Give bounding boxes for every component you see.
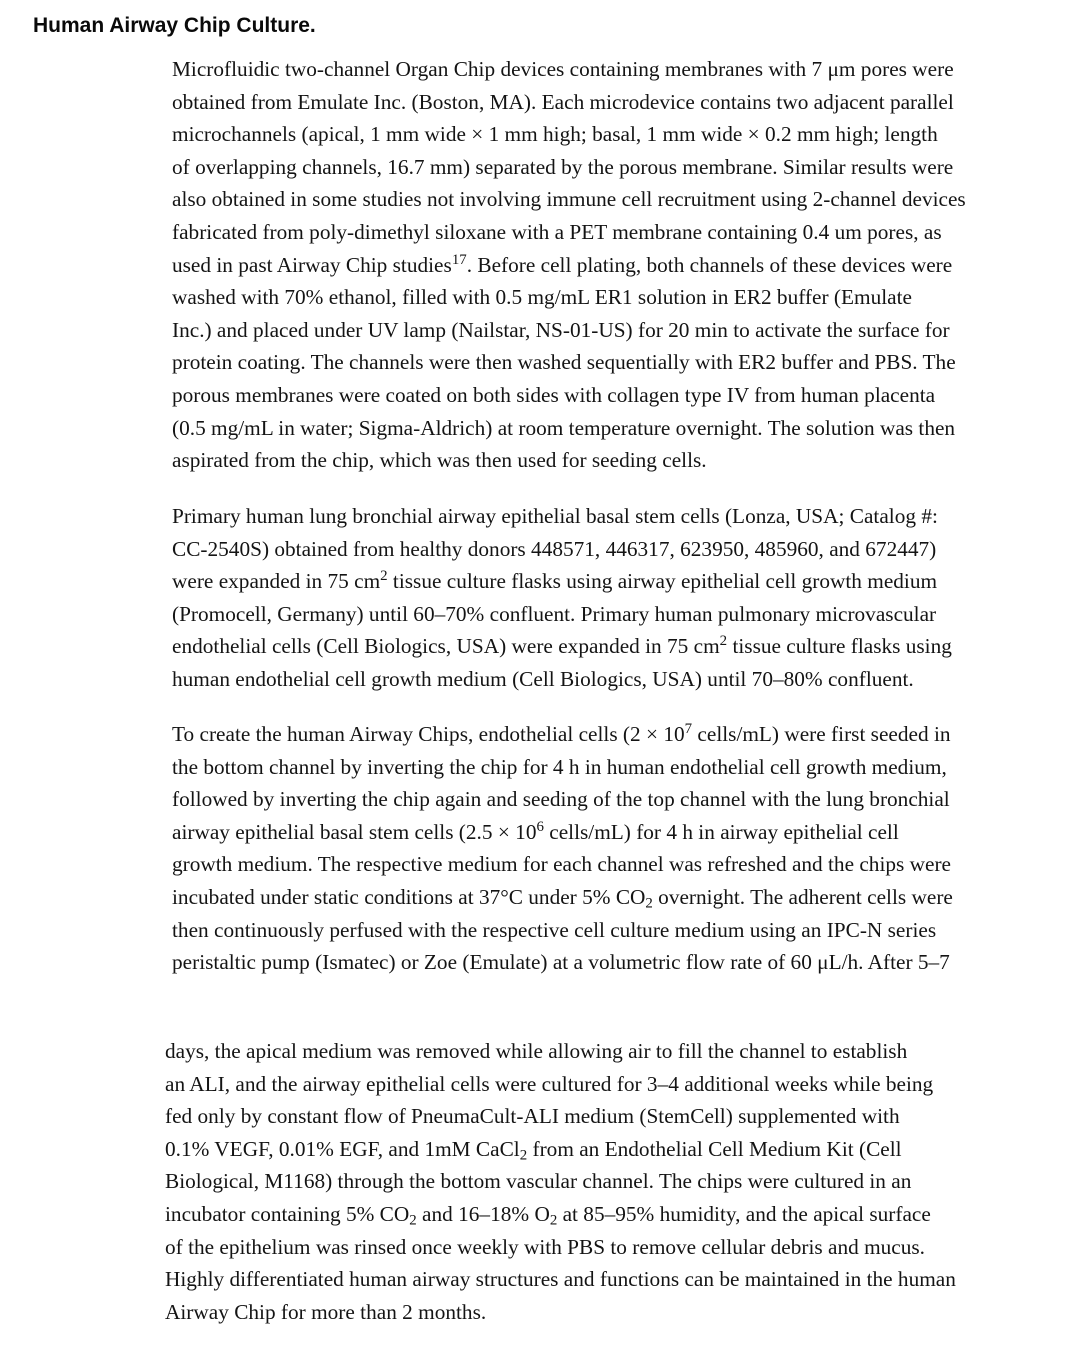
text-run: also obtained in some studies not involving immune cell recruitment using 2-channel devices [172, 187, 966, 212]
text-line [172, 630, 1047, 663]
superscript: 17 [451, 251, 467, 268]
text-run: an ALI, and the airway epithelial cells were cultured for 3–4 additional weeks while being [165, 1071, 934, 1096]
text-line [172, 249, 1047, 282]
text-run: incubated under static conditions at 37°C under 5% CO [172, 884, 646, 909]
text-run: tissue culture flasks using [727, 634, 952, 659]
text-line [165, 1133, 1050, 1166]
text-run: Primary human lung bronchial airway epithelial basal stem cells (Lonza, USA; Catalog #: [172, 504, 938, 528]
text-run: Biological, M1168) through the bottom vascular channel. The chips were cultured in an [165, 1169, 912, 1194]
text-line [172, 412, 1047, 445]
text-run: obtained from Emulate Inc. (Boston, MA). Each microdevice contains two adjacent parallel [172, 89, 954, 114]
text-run: fabricated from poly-dimethyl siloxane with a PET membrane containing 0.4 um pores, as [172, 219, 942, 244]
text-line [172, 816, 1047, 849]
text-line [172, 663, 1047, 696]
text-line [172, 751, 1047, 784]
text-run: Airway Chip for more than 2 months. [165, 1299, 487, 1324]
text-run: days, the apical medium was removed while allowing air to fill the channel to establish [165, 1039, 908, 1063]
text-run: cells/mL) for 4 h in airway epithelial cell [543, 819, 899, 844]
text-line [165, 1068, 1050, 1101]
text-run: and 16–18% O [416, 1201, 550, 1226]
text-line [172, 53, 1047, 86]
text-run: (Promocell, Germany) until 60–70% confluent. Primary human pulmonary microvascular [172, 601, 937, 626]
text-run: followed by inverting the chip again and seeding of the top channel with the lung bronchial [172, 787, 950, 812]
text-run: aspirated from the chip, which was then used for seeding cells. [172, 448, 707, 473]
paragraph-ali-culture [165, 1035, 1050, 1328]
subscript: 2 [409, 1212, 417, 1229]
text-line [172, 783, 1047, 816]
text-line [165, 1263, 1050, 1296]
text-line [172, 881, 1047, 914]
text-run: airway epithelial basal stem cells (2.5 × 10 [172, 819, 537, 844]
text-line [172, 598, 1047, 631]
text-run: fed only by constant flow of PneumaCult-ALI medium (StemCell) supplemented with [165, 1104, 900, 1129]
text-run: . Before cell plating, both channels of these devices were [466, 252, 953, 277]
text-run: the bottom channel by inverting the chip for 4 h in human endothelial cell growth medium, [172, 754, 947, 779]
text-run: then continuously perfused with the respective cell culture medium using an IPC-N series [172, 917, 937, 942]
text-run: endothelial cells (Cell Biologics, USA) were expanded in 75 cm [172, 634, 720, 659]
text-run: Microfluidic two-channel Organ Chip devices containing membranes with 7 μm pores were [172, 57, 954, 81]
subscript: 2 [519, 1147, 528, 1164]
text-run: (0.5 mg/mL in water; Sigma-Aldrich) at room temperature overnight. The solution was then [172, 415, 956, 440]
superscript: 6 [536, 818, 544, 835]
text-line [172, 118, 1047, 151]
text-line [165, 1035, 1050, 1068]
text-line [172, 444, 1047, 477]
paragraph-primary-cells [172, 500, 1047, 696]
text-line [172, 565, 1047, 598]
section-heading: Human Airway Chip Culture. [33, 14, 316, 37]
text-line [172, 914, 1047, 947]
paragraph-chip-seeding [172, 718, 1047, 979]
text-run: peristaltic pump (Ismatec) or Zoe (Emulate) at a volumetric flow rate of 60 μL/h. After 5–7 [172, 950, 950, 975]
text-run: at 85–95% humidity, and the apical surface [557, 1201, 931, 1226]
text-run: overnight. The adherent cells were [652, 884, 953, 909]
text-run: from an Endothelial Cell Medium Kit (Cell [527, 1136, 902, 1161]
text-line [172, 848, 1047, 881]
subscript: 2 [645, 895, 653, 912]
superscript: 2 [380, 568, 388, 584]
text-line [165, 1296, 1050, 1329]
text-run: To create the human Airway Chips, endothelial cells (2 × 10 [172, 722, 685, 746]
text-run: CC-2540S) obtained from healthy donors 448571, 446317, 623950, 485960, and 672447) [172, 536, 937, 561]
text-line [172, 183, 1047, 216]
text-line [172, 86, 1047, 119]
text-line [172, 151, 1047, 184]
text-line [172, 533, 1047, 566]
text-run: microchannels (apical, 1 mm wide × 1 mm high; basal, 1 mm wide × 0.2 mm high; length [172, 122, 938, 147]
text-run: were expanded in 75 cm [172, 569, 381, 594]
text-line [165, 1231, 1050, 1264]
text-run: washed with 70% ethanol, filled with 0.5 mg/mL ER1 solution in ER2 buffer (Emulate [172, 285, 912, 310]
text-run: human endothelial cell growth medium (Cell Biologics, USA) until 70–80% confluent. [172, 666, 914, 691]
text-run: tissue culture flasks using airway epithelial cell growth medium [387, 569, 938, 594]
subscript: 2 [549, 1212, 558, 1229]
text-run: Inc.) and placed under UV lamp (Nailstar, NS-01-US) for 20 min to activate the surface for [172, 317, 950, 342]
text-line [172, 718, 1047, 751]
text-line [172, 346, 1047, 379]
text-run: used in past Airway Chip studies [172, 252, 452, 277]
text-run: porous membranes were coated on both sides with collagen type IV from human placenta [172, 382, 936, 407]
text-line [172, 946, 1047, 979]
text-line [172, 216, 1047, 249]
text-line [172, 281, 1047, 314]
text-run: 0.1% VEGF, 0.01% EGF, and 1mM CaCl [165, 1136, 520, 1161]
text-run: cells/mL) were first seeded in [692, 722, 951, 746]
text-line [172, 379, 1047, 412]
paragraph-chip-devices [172, 53, 1047, 477]
text-line [165, 1165, 1050, 1198]
text-line [172, 500, 1047, 533]
text-run: growth medium. The respective medium for each channel was refreshed and the chips were [172, 852, 952, 877]
text-run: of the epithelium was rinsed once weekly with PBS to remove cellular debris and mucus. [165, 1234, 926, 1259]
text-run: Highly differentiated human airway structures and functions can be maintained in the human [165, 1267, 956, 1292]
text-line [172, 314, 1047, 347]
text-line [165, 1100, 1050, 1133]
text-run: incubator containing 5% CO [165, 1201, 410, 1226]
superscript: 2 [719, 633, 728, 650]
superscript: 7 [684, 720, 693, 737]
text-line [165, 1198, 1050, 1231]
text-run: protein coating. The channels were then washed sequentially with ER2 buffer and PBS. The [172, 350, 956, 375]
text-run: of overlapping channels, 16.7 mm) separated by the porous membrane. Similar results were [172, 154, 954, 179]
